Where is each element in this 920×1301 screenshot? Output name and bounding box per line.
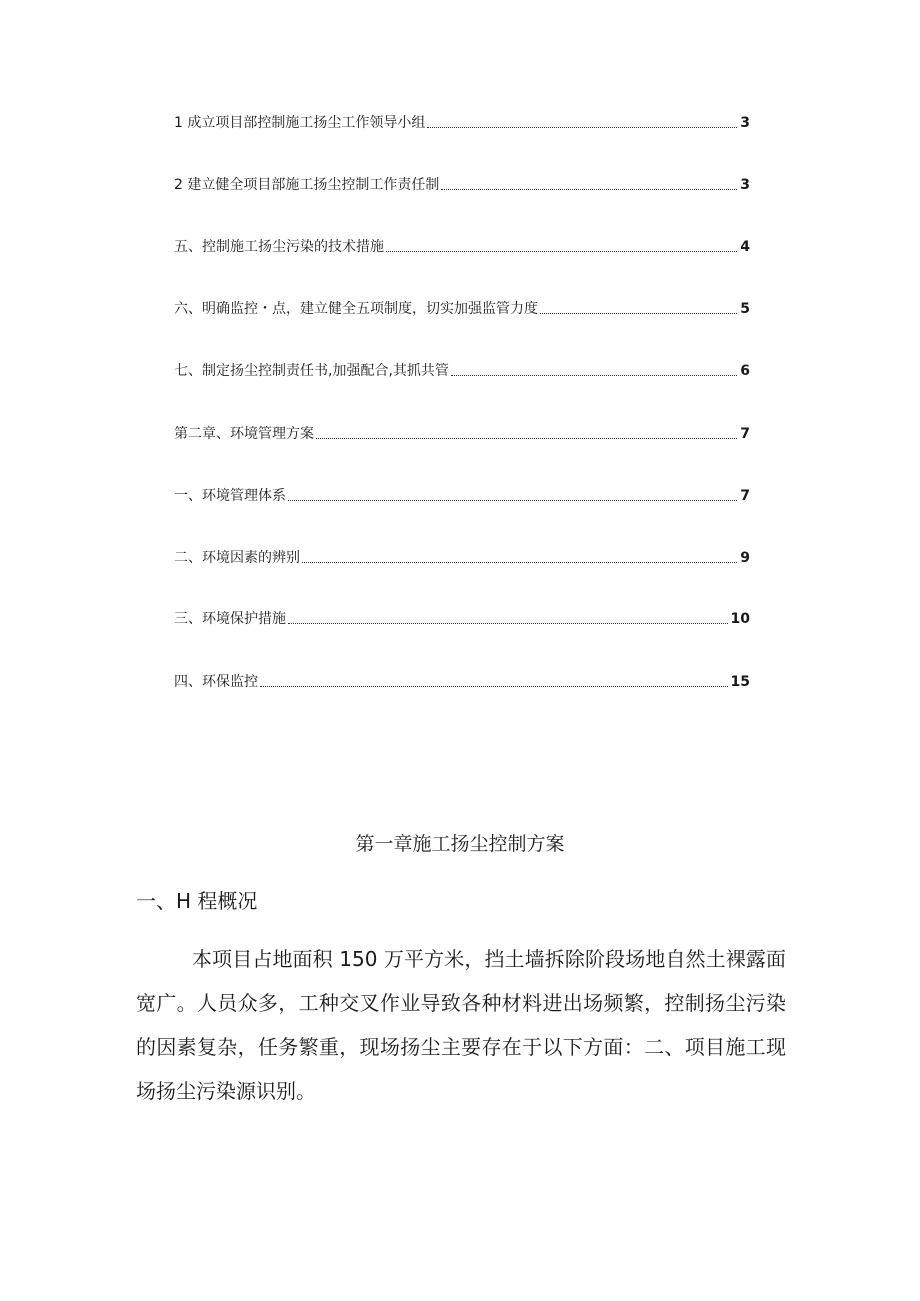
toc-entry[interactable]: [174, 108, 750, 132]
toc-leader-dots: [316, 438, 737, 439]
toc-leader-dots: [451, 375, 737, 376]
toc-entry-title: 第二章、环境管理方案: [174, 426, 314, 442]
toc-entry-page: 15: [730, 674, 750, 690]
section-heading: 一、H 程概况: [136, 889, 258, 913]
toc-leader-dots: [302, 562, 737, 563]
toc-entry-page: 3: [740, 115, 750, 131]
toc-entry[interactable]: [174, 232, 750, 256]
toc-entry-title: 2 建立健全项目部施工扬尘控制工作责任制: [174, 177, 440, 193]
toc-entry-page: 7: [740, 488, 750, 504]
toc-entry-page: 5: [740, 301, 750, 317]
toc-leader-dots: [427, 127, 737, 128]
toc-entry-page: 6: [740, 363, 750, 379]
toc-leader-dots: [386, 251, 737, 252]
toc-leader-dots: [288, 500, 737, 501]
toc-entry-page: 10: [730, 611, 750, 627]
toc-entry[interactable]: [174, 294, 750, 318]
toc-leader-dots: [288, 623, 728, 624]
toc-entry-title: 四、环保监控: [174, 674, 258, 690]
toc-entry-title: 一、环境管理体系: [174, 488, 286, 504]
toc-entry-title: 五、控制施工扬尘污染的技术措施: [174, 239, 384, 255]
toc-entry[interactable]: [174, 667, 750, 691]
body-paragraph: 本项目占地面积 150 万平方米，挡土墙拆除阶段场地自然土裸露面宽广。人员众多，工种交叉作业导致各种材料进出场频繁，控制扬尘污染的因素复杂，任务繁重，现场扬尘主要存在于以下方面：二、项目施工现场扬尘污染源识别。: [136, 947, 786, 1103]
chapter-title: 第一章施工扬尘控制方案: [355, 833, 565, 855]
toc-entry-title: 三、环境保护措施: [174, 611, 286, 627]
toc-entry[interactable]: [174, 419, 750, 443]
toc-entry-page: 7: [740, 426, 750, 442]
toc-entry-title: 1 成立项目部控制施工扬尘工作领导小组: [174, 115, 426, 131]
toc-entry-page: 4: [740, 239, 750, 255]
toc-leader-dots: [441, 189, 737, 190]
toc-leader-dots: [260, 686, 728, 687]
toc-entry[interactable]: [174, 356, 750, 380]
toc-entry[interactable]: [174, 604, 750, 628]
toc-entry-title: 六、明确监控・点，建立健全五项制度，切实加强监管力度: [174, 301, 538, 317]
toc-entry-title: 七、制定扬尘控制责任书,加强配合,其抓共管: [174, 363, 449, 379]
toc-entry-page: 3: [740, 177, 750, 193]
toc-leader-dots: [540, 313, 737, 314]
toc-entry[interactable]: [174, 170, 750, 194]
toc-entry[interactable]: [174, 481, 750, 505]
toc-entry[interactable]: [174, 543, 750, 567]
toc-entry-page: 9: [740, 550, 750, 566]
toc-entry-title: 二、环境因素的辨别: [174, 550, 300, 566]
